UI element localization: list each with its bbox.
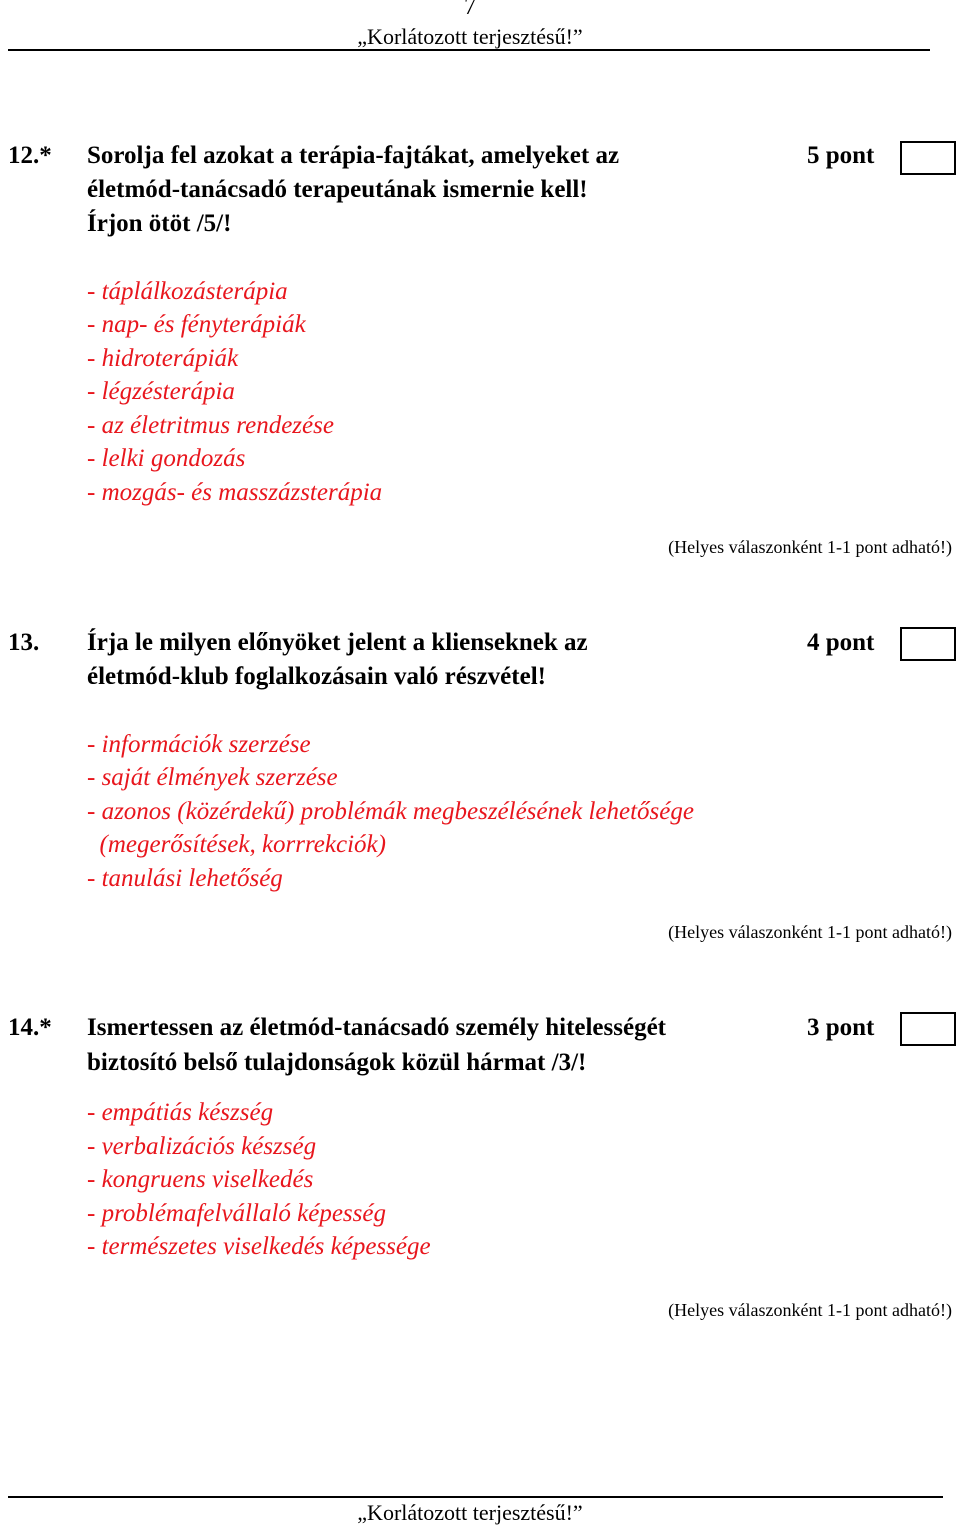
question-text-line: Sorolja fel azokat a terápia-fajtákat, amelyeket az bbox=[87, 142, 620, 169]
scoring-note: (Helyes válaszonként 1-1 pont adható!) bbox=[668, 537, 952, 557]
answer-line: - táplálkozásterápia bbox=[87, 278, 288, 305]
question-number: 13. bbox=[8, 629, 40, 656]
question-number: 12.* bbox=[8, 142, 52, 169]
score-box[interactable] bbox=[900, 627, 956, 661]
question-points: 3 pont bbox=[807, 1014, 875, 1041]
answer-line: - hidroterápiák bbox=[87, 345, 239, 372]
answer-line: - problémafelvállaló képesség bbox=[87, 1200, 386, 1227]
answer-line: - nap- és fényterápiák bbox=[87, 311, 306, 338]
answer-line: - empátiás készség bbox=[87, 1099, 274, 1126]
question-text-line: biztosító belső tulajdonságok közül hármat /3/! bbox=[87, 1049, 587, 1076]
answer-line: - kongruens viselkedés bbox=[87, 1166, 314, 1193]
header-distribution-notice: „Korlátozott terjesztésű!” bbox=[357, 24, 583, 49]
footer-divider bbox=[8, 1496, 943, 1498]
question-number: 14.* bbox=[8, 1014, 52, 1041]
scoring-note: (Helyes válaszonként 1-1 pont adható!) bbox=[668, 922, 952, 942]
answer-line: - tanulási lehetőség bbox=[87, 865, 283, 892]
answer-line: - mozgás- és masszázsterápia bbox=[87, 479, 383, 506]
footer-distribution-notice: „Korlátozott terjesztésű!” bbox=[357, 1500, 583, 1525]
score-box[interactable] bbox=[900, 141, 956, 175]
question-text-line: Írja le milyen előnyöket jelent a klienseknek az bbox=[87, 629, 588, 656]
question-text-line: életmód-tanácsadó terapeutának ismernie kell! bbox=[87, 176, 588, 203]
answer-line: - lelki gondozás bbox=[87, 445, 246, 472]
question-points: 4 pont bbox=[807, 629, 875, 656]
score-box[interactable] bbox=[900, 1012, 956, 1046]
answer-line: - saját élmények szerzése bbox=[87, 764, 338, 791]
answer-line: - légzésterápia bbox=[87, 378, 235, 405]
answer-line: - verbalizációs készség bbox=[87, 1133, 317, 1160]
answer-line: - azonos (közérdekű) problémák megbeszélésének lehetősége bbox=[87, 798, 694, 825]
page-number: 7 bbox=[464, 0, 476, 20]
answer-line: - az életritmus rendezése bbox=[87, 412, 334, 439]
question-text-line: Ismertessen az életmód-tanácsadó személy hitelességét bbox=[87, 1014, 667, 1041]
header-divider bbox=[8, 49, 930, 51]
question-points: 5 pont bbox=[807, 142, 875, 169]
answer-line: (megerősítések, korrrekciók) bbox=[87, 831, 386, 858]
answer-line: - természetes viselkedés képessége bbox=[87, 1233, 431, 1260]
scoring-note: (Helyes válaszonként 1-1 pont adható!) bbox=[668, 1300, 952, 1320]
question-text-line: életmód-klub foglalkozásain való részvétel! bbox=[87, 663, 546, 690]
answer-line: - információk szerzése bbox=[87, 731, 311, 758]
question-text-line: Írjon ötöt /5/! bbox=[87, 210, 232, 237]
